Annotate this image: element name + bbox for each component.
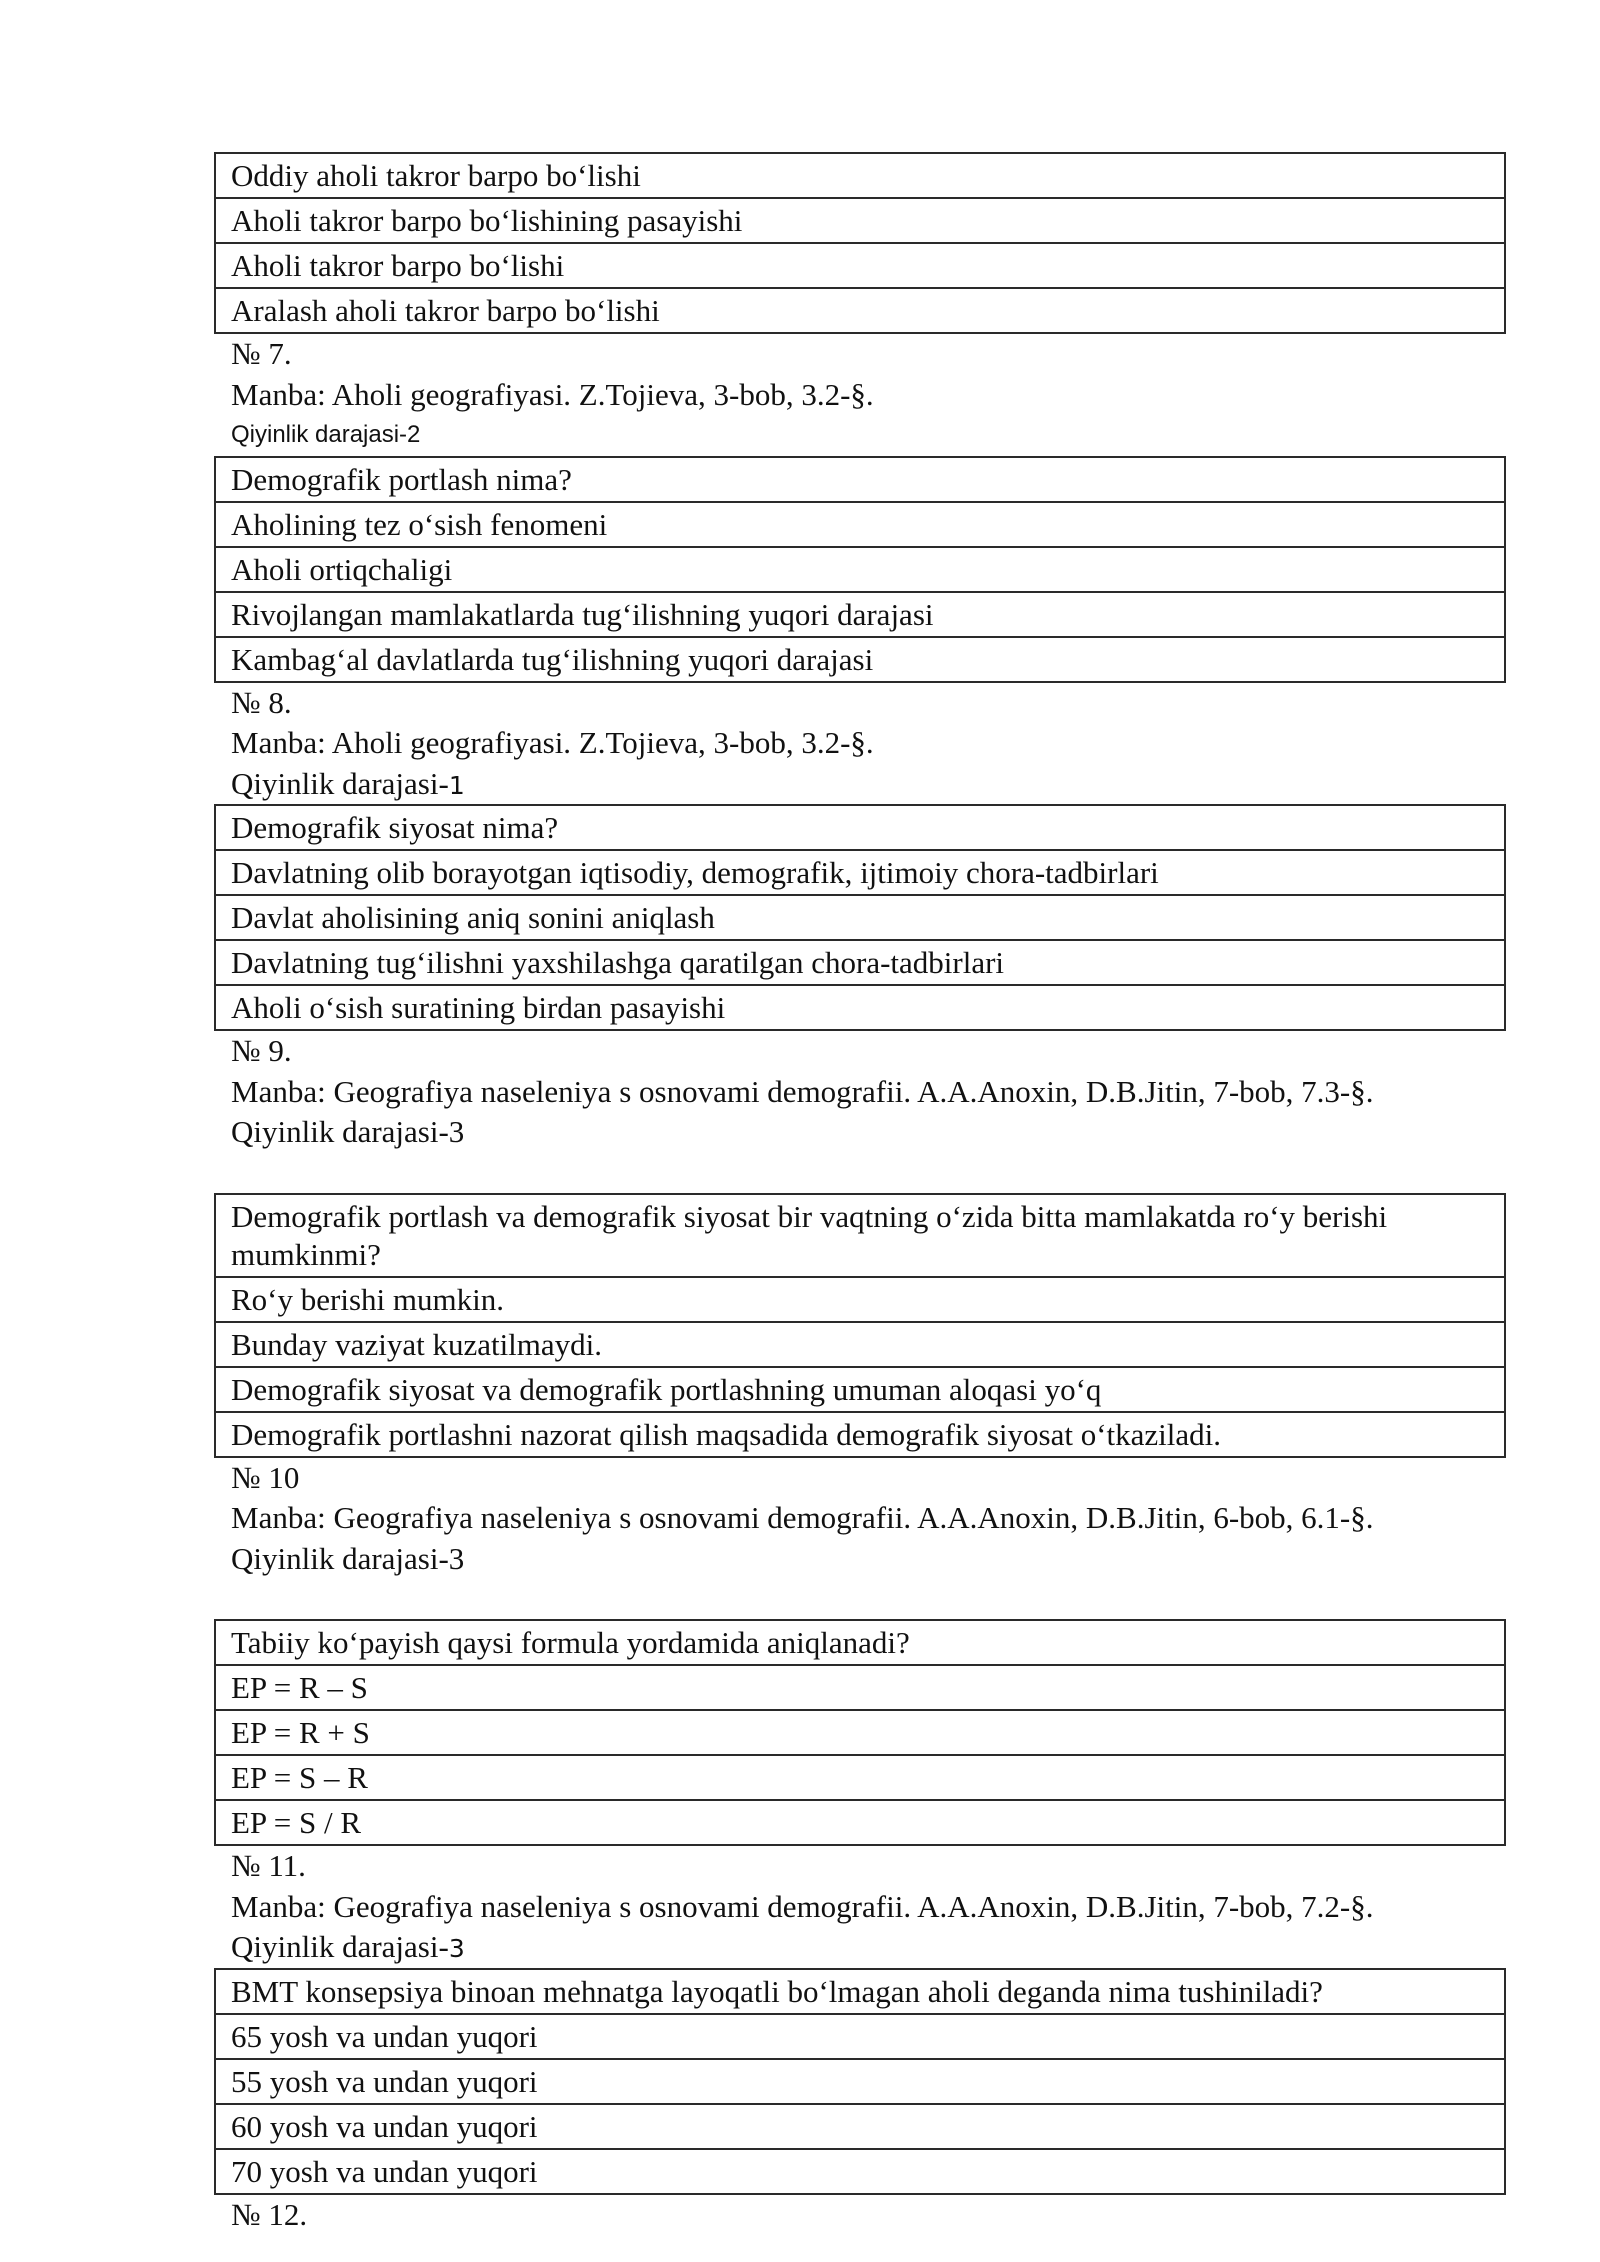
question-row: Oddiy aholi takror barpo bo‘lishi: [231, 158, 641, 193]
answer-option-row: Davlatning olib borayotgan iqtisodiy, demografik, ijtimoiy chora-tadbirlari: [216, 849, 1504, 894]
answer-option-row: EP = R + S: [216, 1709, 1504, 1754]
answer-option-row: Aholi o‘sish suratining birdan pasayishi: [216, 984, 1504, 1029]
answer-option-row: EP = S / R: [216, 1799, 1504, 1844]
difficulty-label: Qiyinlik darajasi-: [231, 765, 449, 801]
question-number: № 10: [231, 1459, 300, 1495]
answer-option-row: Davlat aholisining aniq sonini aniqlash: [216, 894, 1504, 939]
answer-option-row: Aralash aholi takror barpo bo‘lishi: [216, 287, 1504, 332]
question-table: [214, 152, 1506, 334]
answer-option-row: Demografik portlashni nazorat qilish maqsadida demografik siyosat o‘tkaziladi.: [216, 1411, 1504, 1456]
question-row: Demografik portlash nima?: [231, 461, 572, 497]
answer-option-row: EP = S – R: [216, 1754, 1504, 1799]
answer-option-row: Davlatning tug‘ilishni yaxshilashga qaratilgan chora-tadbirlari: [216, 939, 1504, 984]
answer-option-row: 70 yosh va undan yuqori: [216, 2148, 1504, 2193]
answer-option-row: Aholi takror barpo bo‘lishining pasayishi: [216, 197, 1504, 242]
question-number: № 9.: [231, 1033, 292, 1068]
question-table: [214, 1619, 1506, 1846]
source-line: Manba: Geografiya naseleniya s osnovami demografii. A.A.Anoxin, D.B.Jitin, 6-bob, 6.1-§.: [231, 1500, 1374, 1535]
answer-option-row: Kambag‘al davlatlarda tug‘ilishning yuqori darajasi: [216, 636, 1504, 681]
source-line: Manba: Geografiya naseleniya s osnovami demografii. A.A.Anoxin, D.B.Jitin, 7-bob, 7.2-§.: [231, 1888, 1374, 1924]
question-row: Tabiiy ko‘payish qaysi formula yordamida aniqlanadi?: [231, 1625, 910, 1660]
document-content: [214, 152, 1506, 2235]
source-line: Manba: Aholi geografiyasi. Z.Tojieva, 3-bob, 3.2-§.: [231, 376, 874, 412]
source-line: Manba: Aholi geografiyasi. Z.Tojieva, 3-bob, 3.2-§.: [231, 725, 874, 760]
difficulty-line: [214, 1927, 1506, 1968]
blank-line: [214, 1153, 1506, 1193]
difficulty-value: 1: [448, 770, 465, 800]
question-number: № 11.: [231, 1848, 306, 1883]
question-table: [214, 804, 1506, 1031]
question-table: [214, 1968, 1506, 2195]
question-number: № 7.: [231, 336, 292, 371]
question-number: № 8.: [231, 684, 292, 720]
difficulty-value: 3: [448, 1934, 465, 1963]
question-table: [214, 1193, 1506, 1458]
answer-option-row: Aholi takror barpo bo‘lishi: [216, 242, 1504, 287]
answer-option-row: 55 yosh va undan yuqori: [216, 2058, 1504, 2103]
answer-option-row: Demografik siyosat va demografik portlashning umuman aloqasi yo‘q: [216, 1366, 1504, 1411]
question-row: Demografik siyosat nima?: [231, 810, 559, 845]
answer-option-row: Ro‘y berishi mumkin.: [216, 1276, 1504, 1321]
difficulty-line: Qiyinlik darajasi-2: [231, 421, 421, 448]
answer-option-row: Aholining tez o‘sish fenomeni: [216, 501, 1504, 546]
difficulty-label: Qiyinlik darajasi-: [231, 1929, 449, 1964]
difficulty-line: Qiyinlik darajasi-3: [231, 1114, 465, 1149]
answer-option-row: Rivojlangan mamlakatlarda tug‘ilishning yuqori darajasi: [216, 591, 1504, 636]
answer-option-row: Aholi ortiqchaligi: [216, 546, 1504, 591]
answer-option-row: 65 yosh va undan yuqori: [216, 2013, 1504, 2058]
answer-option-row: Bunday vaziyat kuzatilmaydi.: [216, 1321, 1504, 1366]
question-number: № 12.: [231, 2196, 308, 2232]
difficulty-line: Qiyinlik darajasi-3: [231, 1540, 465, 1576]
question-row: BMT konsepsiya binoan mehnatga layoqatli bo‘lmagan aholi deganda nima tushiniladi?: [231, 1973, 1323, 2009]
question-row: Demografik portlash va demografik siyosat bir vaqtning o‘zida bitta mamlakatda ro‘y berishi mumkinmi?: [231, 1198, 1388, 1272]
blank-line: [214, 1579, 1506, 1619]
answer-option-row: 60 yosh va undan yuqori: [216, 2103, 1504, 2148]
difficulty-line: [214, 764, 1506, 805]
answer-option-row: EP = R – S: [216, 1664, 1504, 1709]
question-table: [214, 456, 1506, 683]
source-line: Manba: Geografiya naseleniya s osnovami demografii. A.A.Anoxin, D.B.Jitin, 7-bob, 7.3-§.: [231, 1073, 1374, 1109]
